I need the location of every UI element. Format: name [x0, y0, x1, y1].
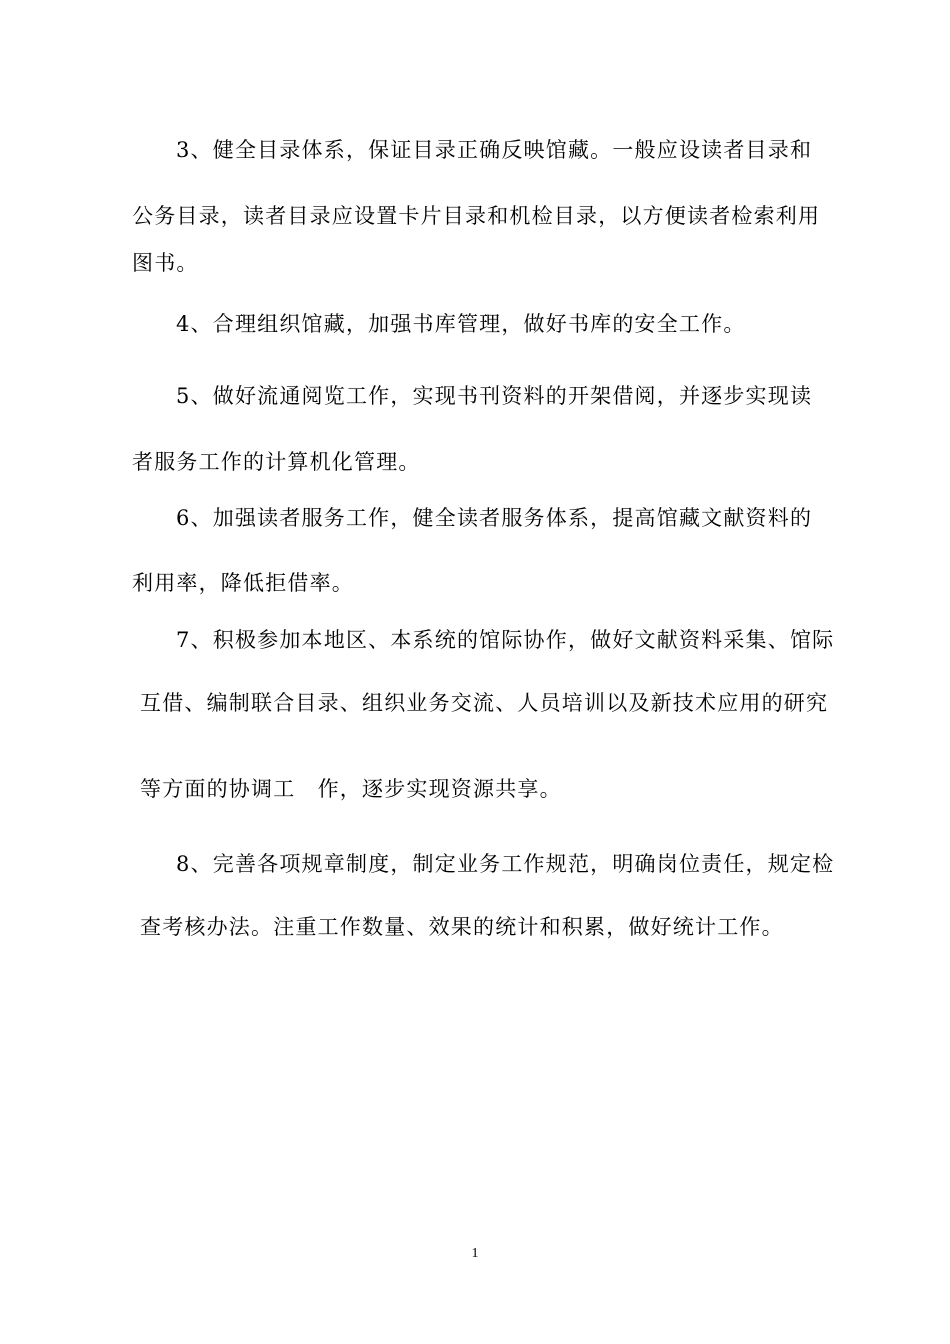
paragraph-3-line-3: 图书。	[132, 251, 199, 275]
paragraph-8-line-2: 查考核办法。注重工作数量、效果的统计和积累，做好统计工作。	[140, 915, 784, 939]
paragraph-6-line-2: 利用率，降低拒借率。	[132, 571, 354, 595]
page-number: 1	[471, 1246, 479, 1261]
paragraph-5-line-2: 者服务工作的计算机化管理。	[132, 450, 421, 474]
paragraph-7-line-1: 7、积极参加本地区、本系统的馆际协作，做好文献资料采集、馆际	[176, 628, 835, 652]
paragraph-5-line-1: 5、做好流通阅览工作，实现书刊资料的开架借阅，并逐步实现读	[176, 384, 813, 408]
paragraph-3-line-1: 3、健全目录体系，保证目录正确反映馆藏。一般应设读者目录和	[176, 138, 813, 162]
paragraph-7-line-3: 等方面的协调工 作，逐步实现资源共享。	[140, 777, 562, 801]
paragraph-7-line-2: 互借、编制联合目录、组织业务交流、人员培训以及新技术应用的研究	[140, 691, 829, 715]
paragraph-6-line-1: 6、加强读者服务工作，健全读者服务体系，提高馆藏文献资料的	[176, 506, 813, 530]
paragraph-8-line-1: 8、完善各项规章制度，制定业务工作规范，明确岗位责任，规定检	[176, 852, 835, 876]
paragraph-4-line-1: 4、合理组织馆藏，加强书库管理，做好书库的安全工作。	[176, 312, 746, 336]
paragraph-3-line-2: 公务目录，读者目录应设置卡片目录和机检目录，以方便读者检索利用	[132, 204, 821, 228]
